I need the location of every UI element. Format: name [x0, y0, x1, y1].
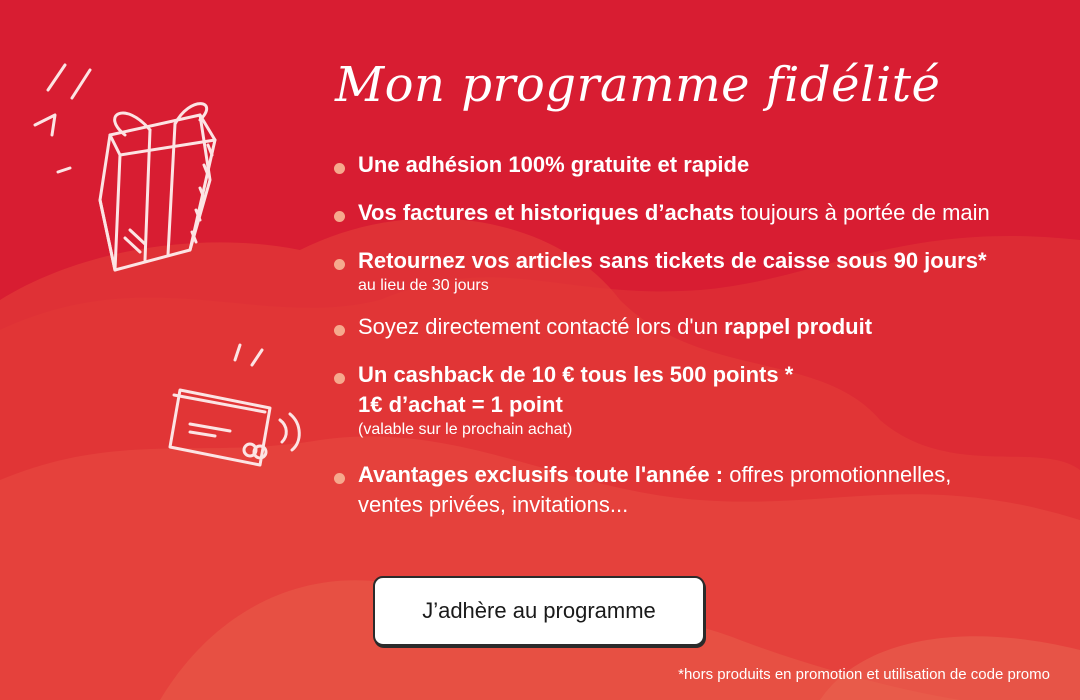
benefit-item: [330, 198, 1070, 246]
benefit-item: [330, 150, 1070, 198]
benefit-text-bold: Vos factures et historiques d’achats: [358, 200, 735, 225]
bullet-dot: [334, 373, 345, 384]
benefit-text: Soyez directement contacté lors d'un: [358, 314, 725, 339]
benefit-item: [330, 360, 1070, 460]
bullet-dot: [334, 211, 345, 222]
benefit-text: Un cashback de 10 € tous les 500 points *: [358, 362, 794, 387]
benefit-item: [330, 460, 1070, 524]
join-program-button[interactable]: J’adhère au programme: [373, 576, 705, 646]
benefit-text: toujours à portée de main: [734, 200, 990, 225]
loyalty-card-icon: [160, 340, 310, 480]
bullet-dot: [334, 163, 345, 174]
benefit-text-line2: ventes privées, invitations...: [358, 492, 629, 517]
benefit-subtext: au lieu de 30 jours: [358, 277, 489, 294]
bullet-dot: [334, 473, 345, 484]
benefit-text: Retournez vos articles sans tickets de caisse sous 90 jours*: [358, 248, 987, 273]
gift-icon: [30, 60, 250, 280]
benefit-text: offres promotionnelles,: [723, 462, 952, 487]
benefit-item: [330, 246, 1070, 312]
benefit-text-line2: 1€ d’achat = 1 point: [358, 392, 563, 417]
benefit-text: Une adhésion 100% gratuite et rapide: [358, 152, 750, 177]
benefit-subtext: (valable sur le prochain achat): [358, 421, 573, 438]
program-title: Mon programme fidélité: [335, 57, 941, 113]
benefit-item: [330, 312, 1070, 360]
footnote: *hors produits en promotion et utilisation de code promo: [678, 666, 1050, 683]
benefit-text-bold: rappel produit: [724, 314, 873, 339]
benefit-text-bold: Avantages exclusifs toute l'année :: [358, 462, 724, 487]
bullet-dot: [334, 259, 345, 270]
bullet-dot: [334, 325, 345, 336]
benefits-list: [330, 150, 1070, 524]
